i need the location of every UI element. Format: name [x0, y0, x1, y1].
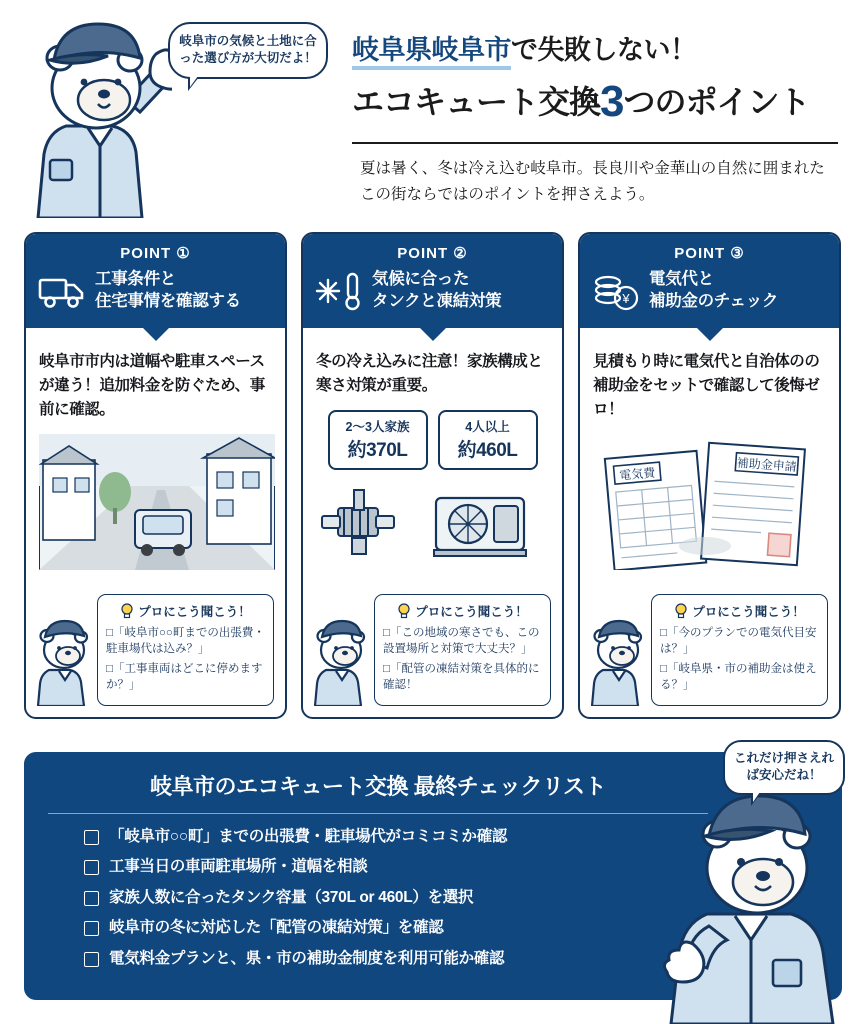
title-divider: [352, 142, 838, 144]
title-rest: で失敗しない！: [511, 35, 697, 65]
narrow-street-with-van-illustration: [39, 434, 272, 575]
point-card-2-header: [303, 234, 562, 328]
capacity-chip-2-label: 4人以上: [465, 420, 510, 435]
capacity-chip-2: [438, 410, 538, 470]
checklist-item-label: 家族人数に合ったタンク容量（370L or 460L）を選択: [109, 888, 474, 906]
point-card-2-heading-line1: 気候に合った: [372, 270, 470, 289]
mascot-bear-small-1: [37, 614, 93, 706]
point-card-2-tip-title: [383, 602, 542, 620]
point-card-1-body: [26, 328, 285, 691]
tip-title-text: プロにこう聞こう！: [415, 604, 528, 619]
point-card-2-tip-box: [374, 594, 551, 706]
point-card-1: [24, 232, 287, 719]
point-card-3-description: 見積もり時に電気代と自治体のの補助金をセットで確認して後悔ゼロ！: [593, 353, 820, 419]
point-card-3-header: [580, 234, 839, 328]
tip-title-text: プロにこう聞こう！: [692, 604, 805, 619]
tip-title-text: プロにこう聞こう！: [138, 604, 251, 619]
title-highlight: 岐阜県岐阜市: [352, 35, 511, 70]
checklist-title: 岐阜市のエコキュート交換 最終チェックリスト: [48, 770, 708, 814]
thermometer-snowflake-icon: [315, 268, 363, 314]
checklist-item-label: 電気料金プランと、県・市の補助金制度を利用可能か確認: [109, 949, 505, 967]
point-card-2-tip: [314, 594, 551, 706]
point-card-1-heading: [95, 269, 241, 313]
point-card-3-body: [580, 328, 839, 691]
capacity-chip-2-value: 約460L: [457, 440, 518, 462]
point-card-2-heading-line2: タンクと凍結対策: [372, 292, 502, 310]
point-card-2-body: [303, 328, 562, 691]
lead-paragraph: 夏は暑く、冬は冷え込む岐阜市。長良川や金華山の自然に囲まれたこの街ならではのポイントを押さえよう。: [360, 160, 825, 203]
point-card-3-tip-box: [651, 594, 828, 706]
point-card-2: [301, 232, 564, 719]
title-line2-b: つのポイント: [623, 84, 810, 120]
point-card-1-tip-box: [97, 594, 274, 706]
page-title: [352, 28, 852, 127]
lightbulb-icon: [120, 603, 134, 619]
bear-speech-top-text: 岐阜市の気候と土地に合った選び方が大切だよ！: [179, 34, 317, 65]
point-card-1-tip-item-2: □「工事車両はどこに停めますか？」: [106, 662, 263, 691]
point-card-1-heading-line1: 工事条件と: [95, 270, 177, 289]
point-card-3-label: POINT ③: [674, 245, 745, 262]
coins-yen-icon: [592, 268, 640, 314]
mascot-bear-top: [22, 8, 172, 218]
title-line-1: [352, 28, 852, 67]
point-card-3-tip-item-2: □「岐阜県・市の補助金は使える？」: [660, 662, 817, 691]
point-card-3-tip-title: [660, 602, 819, 620]
svg-text:¥: ¥: [622, 291, 630, 306]
documents-illustration: [593, 434, 826, 575]
checklist-checkbox[interactable]: [84, 921, 99, 936]
lightbulb-icon: [674, 603, 688, 619]
checklist-checkbox[interactable]: [84, 860, 99, 875]
point-card-3-heading-line1: 電気代と: [649, 270, 714, 289]
point-card-1-label: POINT ①: [120, 245, 191, 262]
checklist-item-label: 工事当日の車両駐車場所・道幅を相談: [109, 858, 368, 876]
point-card-2-heading: [372, 269, 501, 313]
tank-capacity-chips: [316, 410, 549, 470]
mascot-bear-small-2: [314, 614, 370, 706]
title-line-2: [352, 77, 852, 127]
checklist-checkbox[interactable]: [84, 952, 99, 967]
doc-label-1: 電気費: [618, 465, 656, 483]
point-card-1-tip: [37, 594, 274, 706]
point-card-1-heading-line2: 住宅事情を確認する: [95, 292, 241, 310]
point-card-1-tip-item-1: □「岐阜市○○町までの出張費・駐車場代は込み？」: [106, 626, 265, 655]
point-card-3-tip: [591, 594, 828, 706]
point-card-3: [578, 232, 841, 719]
point-card-2-label: POINT ②: [397, 245, 468, 262]
checklist-item-label: 「岐阜市○○町」までの出張費・駐車場代がコミコミか確認: [109, 828, 508, 845]
mascot-bear-small-3: [591, 614, 647, 706]
capacity-chip-1-label: 2〜3人家族: [345, 420, 410, 435]
lightbulb-icon: [397, 603, 411, 619]
tank-unit-and-heat-pump-illustration: [316, 482, 549, 567]
bear-speech-bottom: [723, 740, 845, 795]
header: [0, 0, 863, 232]
truck-icon: [38, 268, 86, 314]
point-card-1-tip-title: [106, 602, 265, 620]
point-card-3-heading-line2: 補助金のチェック: [649, 292, 779, 310]
capacity-chip-1-value: 約370L: [347, 440, 408, 462]
title-number: 3: [600, 77, 624, 126]
checklist-item-label: 岐阜市の冬に対応した「配管の凍結対策」を確認: [109, 919, 444, 937]
checklist-checkbox[interactable]: [84, 830, 99, 845]
point-card-2-tip-item-1: □「この地域の寒さでも、この設置場所と対策で大丈夫？」: [383, 626, 540, 655]
capacity-chip-1: [328, 410, 428, 470]
title-line2-a: エコキュート交換: [352, 84, 601, 120]
checklist-checkbox[interactable]: [84, 891, 99, 906]
bear-speech-bottom-text: これだけ押さえれば安心だね！: [733, 751, 834, 782]
point-card-2-description: 冬の冷え込みに注意！家族構成と寒さ対策が重要。: [316, 353, 543, 395]
point-card-2-tip-item-2: □「配管の凍結対策を具体的に確認！: [383, 662, 540, 691]
point-card-1-description: 岐阜市市内は道幅や駐車スペースが違う！追加料金を防ぐため、事前に確認。: [39, 353, 265, 419]
doc-label-2: 補助金申請: [736, 455, 798, 474]
point-card-3-tip-item-1: □「今のプランでの電気代目安は？」: [660, 626, 817, 655]
point-card-1-header: [26, 234, 285, 328]
bear-speech-top: [168, 22, 328, 79]
points-card-row: [24, 232, 842, 719]
point-card-3-heading: [649, 269, 778, 313]
